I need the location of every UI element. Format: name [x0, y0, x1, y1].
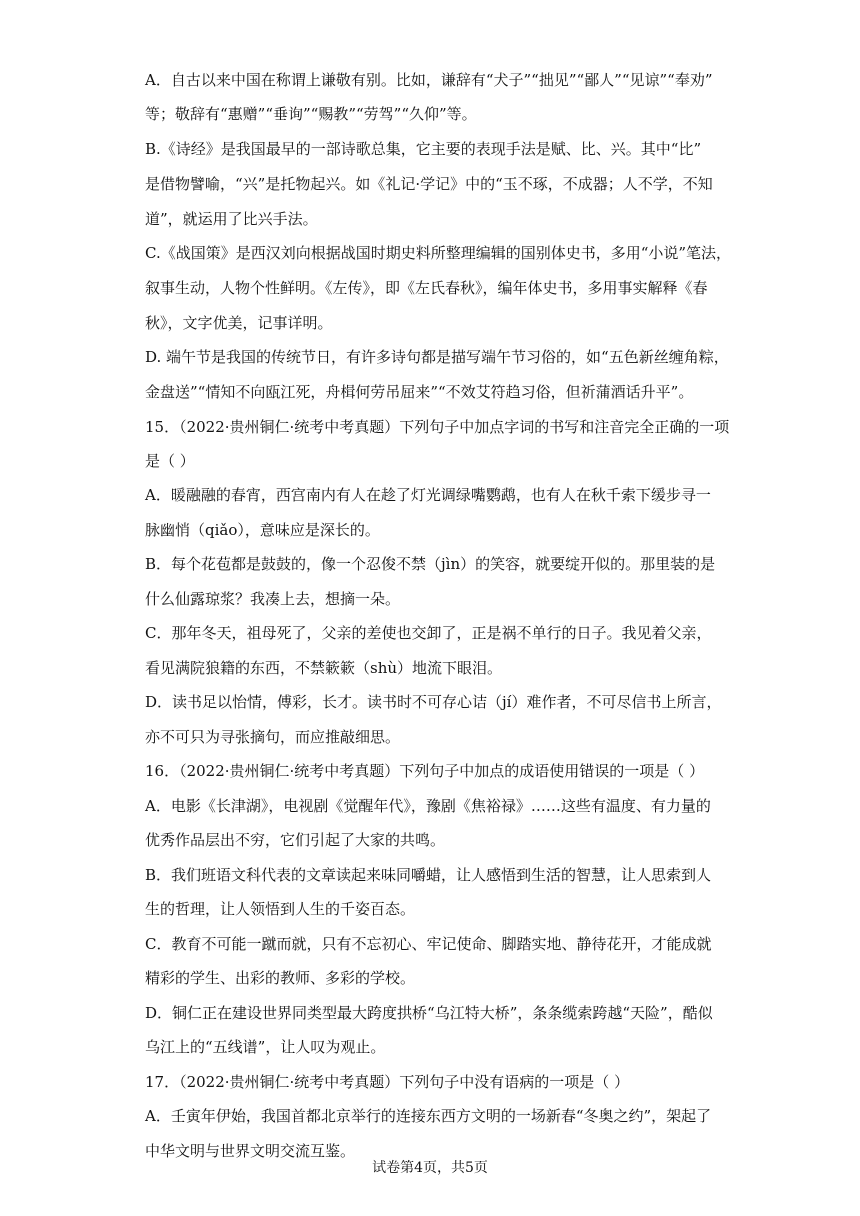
- text-line: 叙事生动，人物个性鲜明。《左传》，即《左氏春秋》，编年体史书，多用事实解释《春: [145, 279, 708, 297]
- text-line: A．壬寅年伊始，我国首都北京举行的连接东西方文明的一场新春“冬奥之约”，架起了: [145, 1107, 712, 1125]
- text-line: D．铜仁正在建设世界同类型最大跨度拱桥“乌江特大桥”，条条缆索跨越“天险”，酷似: [145, 1004, 713, 1022]
- text-line: 金盘送”“情知不向瓯江死，舟楫何劳吊屈来”“不效艾符趋习俗，但祈蒲酒话升平”。: [145, 383, 694, 401]
- text-line: 乌江上的“五线谱”，让人叹为观止。: [145, 1038, 386, 1056]
- text-line: B．每个花苞都是鼓鼓的，像一个忍俊不禁（jìn）的笑容，就要绽开似的。那里装的是: [145, 555, 716, 573]
- text-line: 亦不可只为寻张摘句，而应推敲细思。: [145, 728, 401, 746]
- text-line: 什么仙露琼浆？我凑上去，想摘一朵。: [145, 590, 401, 608]
- text-line: 看见满院狼籍的东西，不禁簌簌（shù）地流下眼泪。: [145, 659, 503, 677]
- text-line: D．读书足以怡情，傅彩，长才。读书时不可存心诘（jí）难作者，不可尽信书上所言，: [145, 693, 722, 711]
- text-line: B.《诗经》是我国最早的一部诗歌总集，它主要的表现手法是赋、比、兴。其中“比”: [145, 140, 702, 158]
- text-line: D. 端午节是我国的传统节日，有许多诗句都是描写端午节习俗的，如“五色新丝缠角粽，: [145, 348, 729, 366]
- text-line: 16．（2022·贵州铜仁·统考中考真题）下列句子中加点的成语使用错误的一项是（ ）: [145, 762, 705, 780]
- text-line: 精彩的学生、出彩的教师、多彩的学校。: [145, 969, 416, 987]
- text-line: B．我们班语文科代表的文章读起来味同嚼蜡，让人感悟到生活的智慧，让人思索到人: [145, 866, 712, 884]
- text-line: 15．（2022·贵州铜仁·统考中考真题）下列句子中加点字词的书写和注音完全正确的一项: [145, 418, 730, 436]
- page-footer: 试卷第4页，共5页: [372, 1160, 488, 1176]
- text-line: 是（ ）: [145, 452, 195, 470]
- text-line: A．暖融融的春宵，西宫南内有人在趁了灯光调绿嘴鹦鹉，也有人在秋千索下缓步寻一: [145, 486, 711, 504]
- text-line: C.《战国策》是西汉刘向根据战国时期史料所整理编辑的国别体史书，多用“小说”笔法，: [145, 244, 732, 262]
- text-line: 优秀作品层出不穷，它们引起了大家的共鸣。: [145, 831, 446, 849]
- text-line: 等；敬辞有“惠赠”“垂询”“赐教”“劳驾”“久仰”等。: [145, 105, 477, 123]
- text-line: 是借物譬喻，“兴”是托物起兴。如《礼记·学记》中的“玉不琢，不成器；人不学，不知: [145, 175, 713, 193]
- text-line: 17．（2022·贵州铜仁·统考中考真题）下列句子中没有语病的一项是（ ）: [145, 1073, 630, 1091]
- text-line: 生的哲理，让人领悟到人生的千姿百态。: [145, 900, 416, 918]
- text-line: 秋》，文字优美，记事详明。: [145, 314, 333, 332]
- text-line: C．那年冬天，祖母死了，父亲的差使也交卸了，正是祸不单行的日子。我见着父亲，: [145, 624, 712, 642]
- text-line: 中华文明与世界文明交流互鉴。: [145, 1142, 356, 1160]
- text-line: A．自古以来中国在称谓上谦敬有别。比如，谦辞有“犬子”“拙见”“鄙人”“见谅”“奉劝”: [145, 71, 713, 89]
- text-line: 道”，就运用了比兴手法。: [145, 210, 318, 228]
- text-line: 脉幽悄（qiǎo），意味应是深长的。: [145, 521, 380, 539]
- text-line: A．电影《长津湖》，电视剧《觉醒年代》，豫剧《焦裕禄》……这些有温度、有力量的: [145, 797, 711, 815]
- text-line: C．教育不可能一蹴而就，只有不忘初心、牢记使命、脚踏实地、静待花开，才能成就: [145, 935, 712, 953]
